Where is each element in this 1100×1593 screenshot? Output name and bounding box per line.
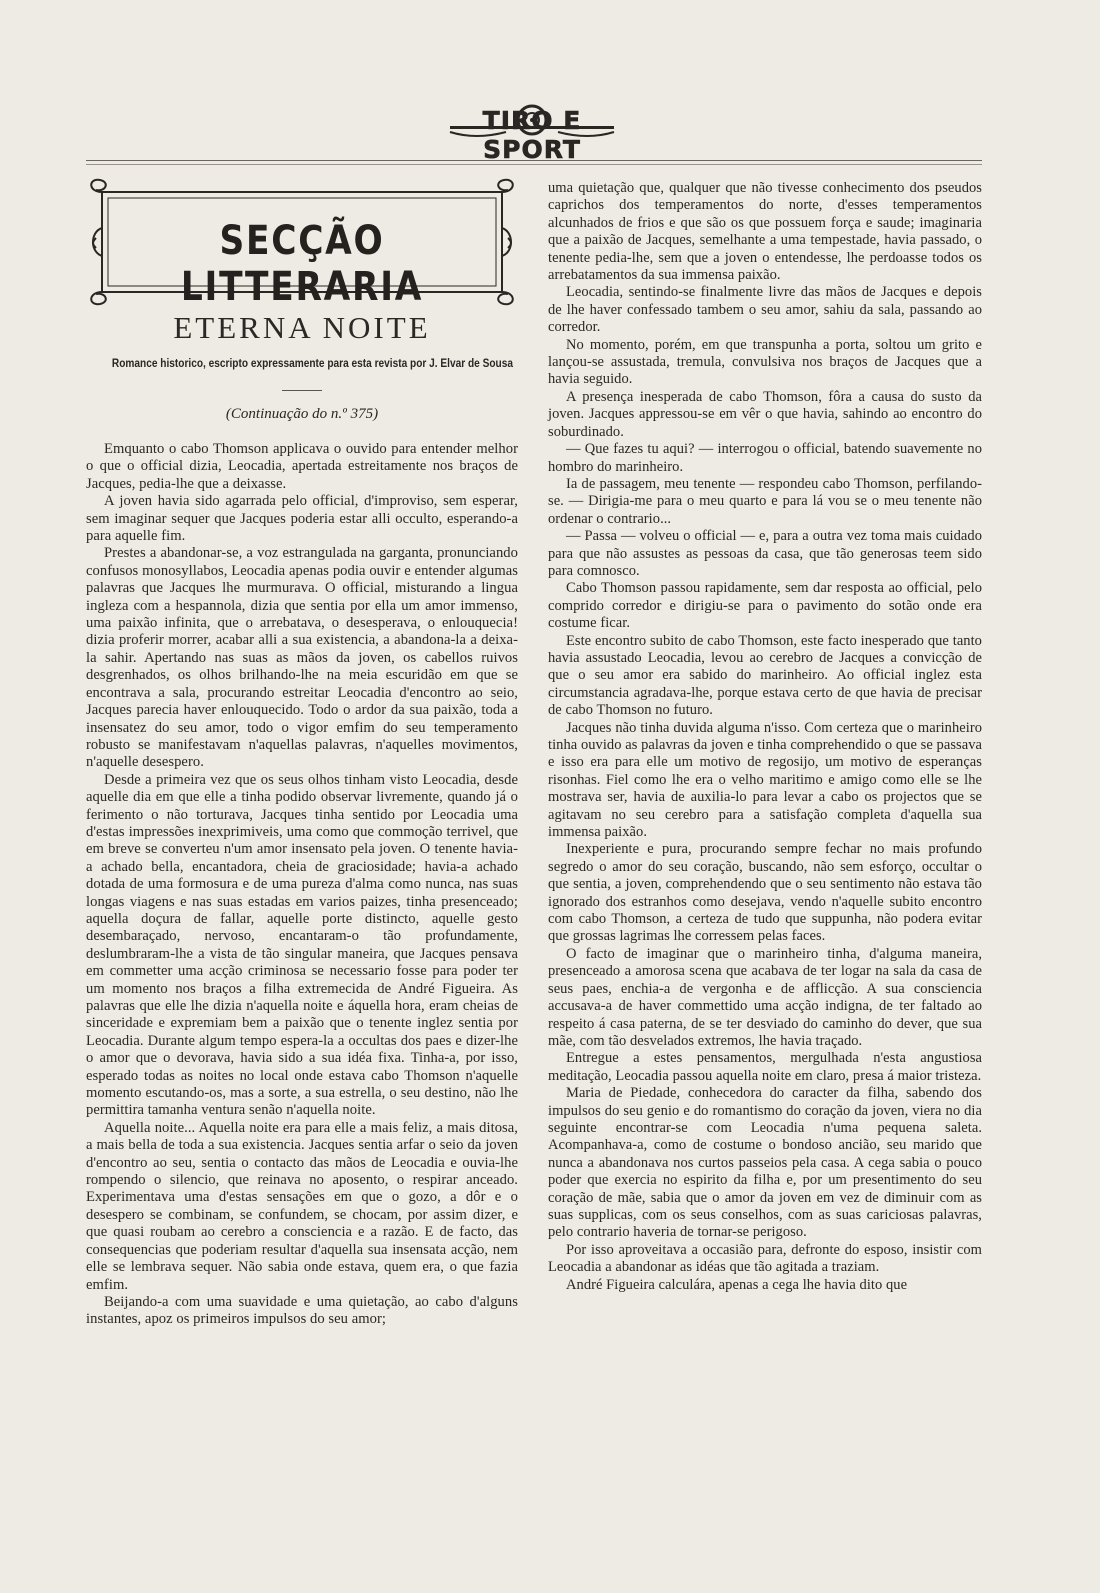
paragraph: Ia de passagem, meu tenente — respondeu cabo Thomson, perfilando-se. — Dirigia-me para o meu quarto e para lá vou se o meu tenente não ordenar o contrario... xyxy=(548,475,982,527)
paragraph: Este encontro subito de cabo Thomson, este facto inesperado que tanto havia assustado Leocadia, levou ao cerebro de Jacques a convicção de que o seu amor era sabido do marinheiro. Ao official inglez esta circumstancia agradava-lhe, porque estava certo de que havia de precisar de cabo Thomson no futuro. xyxy=(548,632,982,719)
paragraph: Entregue a estes pensamentos, mergulhada n'esta angustiosa meditação, Leocadia passou aquella noite em claro, presa á maior tristeza. xyxy=(548,1050,982,1084)
left-column xyxy=(86,178,518,1329)
paragraph: A joven havia sido agarrada pelo official, d'improviso, sem esperar, sem imaginar sequer que Jacques poderia estar alli occulto, esperando-a para aquelle fim. xyxy=(86,493,518,545)
paragraph: André Figueira calculára, apenas a cega lhe havia dito que xyxy=(566,1276,908,1293)
paragraph: uma quietação que, qualquer que não tivesse conhecimento dos pseudos caprichos dos temperamentos do norte, d'esses temperamentos alcunhados de frios e que são os que possuem força e saude; imaginaria que a paixão de Jacques, semelhante a uma tempestade, havia passado, o tenente pedia-lhe, sem que a joven o entendesse, lhe perdoasse todos os arrebatamentos da sua immensa paixão. xyxy=(548,180,982,284)
title-divider xyxy=(282,390,322,391)
paragraph: — Passa — volveu o official — e, para a outra vez toma mais cuidado para que não assustes as pessoas da casa, que tão generosas teem sido para comnosco. xyxy=(548,528,982,579)
paragraph: Desde a primeira vez que os seus olhos tinham visto Leocadia, desde aquelle dia em que elle a tinha podido observar livremente, quando já o ferimento o não torturava, Jacques tinha sentido por Leocadia uma d'estas impressões inexprimiveis, uma como que commoção terrivel, que em breve se converteu n'um amor insensato pela joven. O tenente havia-a achado bella, encantadora, cheia de graciosidade; havia-a achado dotada de uma formosura e de uma pureza d'alma como nunca, nas suas longas viagens e nas suas estadas em varios paizes, tinha presenceado; aquella doçura de fallar, aquelle porte distincto, aquelle gesto desembaraçado, nervoso, encantaram-o tão profundamente, deslumbraram-lhe a vista de tão singular maneira, que Jacques pensava em commetter uma acção criminosa se necessario fosse para poder ter um momento nos braços a filha extremecida de André Figueira. As palavras que elle lhe dizia n'aquella noite e áquella hora, eram cheias de sinceridade e expremiam bem a paixão que o tenente inglez sentia por Leocadia. Durante algum tempo espera-la a occultas dos paes e dizer-lhe o amor que o devorava, havia sido a sua idéa fixa. Tinha-a, por isso, esperado todas as noites no local onde estava cabo Thomson n'aquelle momento escutando-os, mas a sorte, a sua estrella, o seu destino, não lhe permittira tamanha ventura senão n'aquella noite. xyxy=(86,771,518,1119)
masthead-title: TIRO E SPORT xyxy=(482,106,582,164)
paragraph: Beijando-a com uma suavidade e uma quietação, ao cabo d'alguns instantes, apoz os primeiros impulsos do seu amor; xyxy=(86,1293,518,1328)
paragraph: Inexperiente e pura, procurando sempre fechar no mais profundo segredo o amor do seu coração, buscando, não sem esforço, occultar o que sentia, a joven, comprehendendo que o seu sentimento não estava tão ignorado dos estranhos como desejava, vendo n'aquelle subito encontro com cabo Thomson, a certeza de tudo que suppunha, não podera evitar que grossas lagrimas lhe corressem pelas faces. xyxy=(548,841,982,945)
masthead-logo xyxy=(446,98,618,164)
paragraph: Emquanto o cabo Thomson applicava o ouvido para entender melhor o que o official dizia, Leocadia, apertada estreitamente nos braços de Jacques, pedia-lhe que a deixasse. xyxy=(86,441,518,492)
paragraph: No momento, porém, em que transpunha a porta, soltou um grito e lançou-se assustada, tremula, convulsiva nos braços de Jacques que a havia seguido. xyxy=(548,336,982,388)
story-subtitle: Romance historico, escripto expressamente para esta revista por J. Elvar de Sousa xyxy=(111,358,513,370)
paragraph: O facto de imaginar que o marinheiro tinha, d'alguma maneira, presenceado a amorosa scena que acabava de ter logar na sala da casa de seus paes, enchia-a de vergonha e de afflicção. A sua consciencia accusava-a de haver commettido uma acção indigna, de ter faltado ao respeito á casa paterna, de se ter desviado do caminho do dever, que sua mãe, com tão desvelados extremos, lhe havia traçado. xyxy=(548,945,982,1049)
section-title: SECÇÃO LITTERARIA xyxy=(180,218,424,310)
paragraph: Maria de Piedade, conhecedora do caracter da filha, sabendo dos impulsos do seu genio e do romantismo do coração da joven, viera no dia seguinte encontrar-se com Leocadia n'uma pequena saleta. Acompanhava-a, como de costume o bondoso ancião, seu marido que nunca a abandonava nos curtos passeios pela casa. A cega sabia o pouco poder que exercia no espirito da filha e, por um presentimento do seu coração de mãe, sabia que o amor da joven em vez de diminuir com as suas supplicas, com os seus conselhos, com as suas cariciosas palavras, pelo contrario haveria de tornar-se perigoso. xyxy=(548,1085,982,1241)
paragraph: Por isso aproveitava a occasião para, defronte do esposo, insistir com Leocadia a abandonar as idéas que tão agitada a traziam. xyxy=(548,1241,982,1276)
header-rule xyxy=(86,160,982,161)
continuation-note: (Continuação do n.º 375) xyxy=(225,406,379,422)
paragraph: — Que fazes tu aqui? — interrogou o official, batendo suavemente no hombro do marinheiro. xyxy=(548,441,982,475)
paragraph: Aquella noite... Aquella noite era para elle a mais feliz, a mais ditosa, a mais bella de toda a sua existencia. Jacques sentia arfar o seio da joven d'encontro ao seu, sentia o contacto das mãos de Leocadia e ouvia-lhe rompendo o silencio, que reinava no aposento, o respirar anceado. Experimentava uma d'estas sensações em que o gozo, a dôr e o desespero se combinam, se confundem, se chocam, por assim dizer, e que quasi roubam ao cerebro a consciencia e a razão. E de facto, das consequencias que poderiam resultar d'aquella sua insensata acção, nem elle se lembrava sequer. Não sabia onde estava, quem era, o que fazia emfim. xyxy=(86,1119,518,1293)
header-rule-secondary xyxy=(86,164,982,165)
paragraph: Jacques não tinha duvida alguma n'isso. Com certeza que o marinheiro tinha ouvido as palavras da joven e tinha comprehendido o que se passava e isso era para elle um motivo de regosijo, um motivo de esperanças risonhas. Fiel como lhe era o velho maritimo e amigo como elle se lhe mostrava ser, havia de auxilia-lo para levar a cabo os projectos que se agitavam no seu cerebro para a satisfação completa d'aquella sua immensa paixão. xyxy=(548,719,982,841)
paragraph: Cabo Thomson passou rapidamente, sem dar resposta ao official, pelo comprido corredor e dirigiu-se para o pavimento do sotão onde era costume ficar. xyxy=(548,580,982,632)
paragraph: Prestes a abandonar-se, a voz estrangulada na garganta, pronunciando confusos monosyllabos, Leocadia apenas podia ouvir e entender algumas palavras que Jacques lhe murmurava. O official, misturando a lingua ingleza com a hespannola, dizia que sentia por ella um amor immenso, uma paixão infinita, que o arrebatava, o desesperava, o enlouquecia! dizia proferir morrer, acabar alli a sua existencia, a abandona-la a deixa-la sahir. Apertando nas suas as mãos da joven, os cabellos ruivos desgrenhados, os olhos brilhando-lhe na meia escuridão em que se encontrava a sala, procurando estreitar Leocadia d'encontro ao seio, Jacques parecia haver enlouquecido. Todo o ardor da sua paixão, toda a insensatez do seu amor, todo o vigor emfim do seu temperamento robusto se manifestavam n'aquellas palavras, n'aquelles movimentos, n'aquelle desespero. xyxy=(86,545,518,771)
right-column xyxy=(548,180,982,1294)
paragraph: Leocadia, sentindo-se finalmente livre das mãos de Jacques e depois de lhe haver confessado tambem o seu amor, sahiu da sala, passando ao corredor. xyxy=(548,284,982,336)
paragraph: A presença inesperada de cabo Thomson, fôra a causa do susto da joven. Jacques appressou-se em vêr o que havia, sahindo ao encontro do soburdinado. xyxy=(548,388,982,440)
story-title: ETERNA NOITE xyxy=(173,310,431,345)
section-header-frame xyxy=(86,178,518,310)
